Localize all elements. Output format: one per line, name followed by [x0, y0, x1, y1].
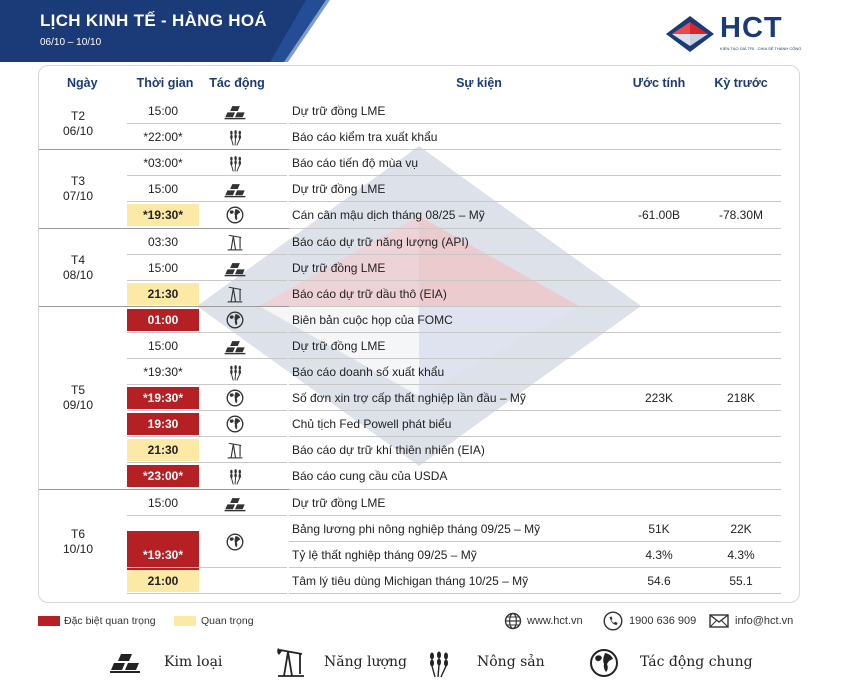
legend-important-label: Quan trọng — [201, 615, 254, 627]
day-date: 08/10 — [62, 267, 94, 282]
row-divider — [289, 384, 781, 385]
event-label: Số đơn xin trợ cấp thất nghiệp lần đầu – Mỹ — [292, 391, 526, 406]
time-cell: *19:30* — [127, 531, 199, 579]
globe-icon — [223, 533, 247, 551]
row-divider — [127, 358, 287, 359]
event-label: Dự trữ đồng LME — [292, 495, 386, 510]
phone-icon — [603, 611, 623, 631]
time-cell: 15:00 — [147, 260, 179, 275]
day-name: T4 — [70, 252, 85, 267]
row-divider — [127, 593, 287, 594]
row-divider — [289, 593, 781, 594]
day-name: T6 — [70, 526, 85, 541]
row-divider — [289, 228, 781, 229]
oil-pump-icon — [223, 441, 247, 459]
row-divider — [127, 515, 287, 516]
day-name: T2 — [70, 109, 85, 124]
page-title: LỊCH KINH TẾ - HÀNG HOÁ — [40, 11, 267, 30]
row-divider — [127, 175, 287, 176]
time-cell: 15:00 — [147, 182, 179, 197]
row-divider — [289, 489, 781, 490]
time-cell: *23:00* — [127, 465, 199, 487]
impact-legend-metal: Kim loại — [164, 654, 223, 670]
logo-tagline: KIẾN TẠO GIÁ TRỊ - CHIA SẺ THÀNH CÔNG — [720, 46, 802, 51]
header-banner — [0, 0, 330, 62]
forecast-value: 51K — [648, 521, 670, 536]
email-icon — [709, 614, 729, 628]
wheat-icon — [223, 467, 247, 485]
row-divider — [289, 123, 781, 124]
day-divider — [39, 306, 289, 307]
forecast-value: 4.3% — [645, 547, 673, 562]
time-cell: *19:30* — [127, 204, 199, 226]
event-label: Báo cáo dự trữ dầu thô (EIA) — [292, 286, 447, 301]
world-globe-icon — [589, 648, 619, 678]
previous-value: 4.3% — [727, 547, 755, 562]
phone-number[interactable]: 1900 636 909 — [629, 615, 697, 627]
metal-bars-icon — [223, 180, 247, 198]
row-divider — [289, 410, 781, 411]
row-divider — [127, 567, 287, 568]
row-divider — [127, 332, 287, 333]
row-divider — [127, 201, 287, 202]
event-label: Bảng lương phi nông nghiệp tháng 09/25 – Mỹ — [292, 521, 541, 536]
time-cell: *19:30* — [143, 365, 183, 380]
globe-icon — [223, 389, 247, 407]
day-divider — [39, 489, 289, 490]
impact-legend-global: Tác động chung — [640, 654, 753, 670]
time-cell: 15:00 — [147, 104, 179, 119]
day-divider — [39, 228, 289, 229]
event-label: Dự trữ đồng LME — [292, 260, 386, 275]
calendar-card — [38, 65, 800, 603]
row-divider — [289, 567, 781, 568]
col-header-event: Sự kiện — [456, 76, 502, 90]
time-cell: 21:30 — [127, 439, 199, 461]
col-header-impact: Tác động — [209, 76, 265, 90]
event-label: Biên bản cuộc họp của FOMC — [292, 312, 453, 327]
row-divider — [289, 541, 781, 542]
impact-legend-agri: Nông sản — [477, 654, 545, 670]
time-cell: 21:00 — [127, 570, 199, 592]
event-label: Chủ tịch Fed Powell phát biểu — [292, 417, 452, 432]
event-label: Báo cáo dự trữ khí thiên nhiên (EIA) — [292, 443, 485, 458]
metal-bars-icon — [223, 337, 247, 355]
event-label: Báo cáo cung cầu của USDA — [292, 469, 448, 484]
email-link[interactable]: info@hct.vn — [735, 615, 794, 627]
wheat-icon — [223, 154, 247, 172]
event-label: Báo cáo doanh số xuất khẩu — [292, 365, 445, 379]
row-divider — [289, 149, 781, 150]
time-cell: 15:00 — [147, 338, 179, 353]
col-header-time: Thời gian — [136, 76, 194, 90]
row-divider — [289, 306, 781, 307]
wheat-icon — [223, 128, 247, 146]
previous-value: -78.30M — [718, 208, 764, 223]
impact-legend-energy: Năng lượng — [324, 654, 407, 670]
time-cell: 21:30 — [127, 283, 199, 305]
website-link[interactable]: www.hct.vn — [527, 615, 583, 627]
row-divider — [289, 436, 781, 437]
logo-diamond-icon — [664, 14, 716, 54]
time-cell: 19:30 — [127, 413, 199, 435]
legend-critical-label: Đặc biệt quan trọng — [64, 615, 156, 627]
event-label: Báo cáo dự trữ năng lượng (API) — [292, 234, 469, 249]
day-date: 07/10 — [62, 189, 94, 204]
event-label: Tâm lý tiêu dùng Michigan tháng 10/25 – Mỹ — [292, 573, 529, 588]
row-divider — [289, 254, 781, 255]
oil-pump-icon — [223, 233, 247, 251]
previous-value: 55.1 — [729, 573, 753, 588]
globe-icon — [223, 415, 247, 433]
globe-icon — [504, 612, 522, 630]
row-divider — [127, 280, 287, 281]
legend-important-swatch — [174, 616, 196, 626]
event-label: Báo cáo tiến độ mùa vụ — [292, 156, 419, 171]
wheat-icon — [423, 648, 453, 678]
globe-icon — [223, 206, 247, 224]
day-divider — [39, 149, 289, 150]
event-label: Dự trữ đồng LME — [292, 104, 386, 118]
time-cell: 01:00 — [127, 309, 199, 331]
header-banner-shape — [0, 0, 330, 62]
day-name: T3 — [70, 174, 85, 189]
forecast-value: 223K — [644, 391, 674, 406]
globe-icon — [223, 311, 247, 329]
day-label — [39, 383, 117, 413]
row-divider — [127, 123, 287, 124]
previous-value: 218K — [726, 391, 756, 406]
oil-pump-icon — [223, 285, 247, 303]
event-label: Tỷ lệ thất nghiệp tháng 09/25 – Mỹ — [292, 547, 477, 562]
row-divider — [127, 254, 287, 255]
row-divider — [289, 332, 781, 333]
oil-pump-icon — [276, 646, 306, 678]
day-label — [39, 109, 117, 139]
date-range: 06/10 – 10/10 — [40, 37, 102, 48]
time-cell: *22:00* — [143, 130, 183, 145]
metal-bars-icon — [108, 648, 142, 674]
forecast-value: -61.00B — [637, 208, 681, 223]
row-divider — [127, 462, 287, 463]
event-label: Cán cân mậu dịch tháng 08/25 – Mỹ — [292, 208, 485, 223]
row-divider — [127, 436, 287, 437]
time-cell: 15:00 — [147, 495, 179, 510]
row-divider — [289, 201, 781, 202]
row-divider — [289, 462, 781, 463]
wheat-icon — [223, 363, 247, 381]
col-header-day: Ngày — [67, 76, 98, 90]
day-date: 10/10 — [62, 541, 94, 556]
col-header-forecast: Ước tính — [632, 76, 686, 90]
time-cell: 03:30 — [147, 234, 179, 249]
event-label: Dự trữ đồng LME — [292, 338, 386, 353]
day-label — [39, 527, 117, 557]
metal-bars-icon — [223, 494, 247, 512]
metal-bars-icon — [223, 259, 247, 277]
time-cell: *03:00* — [143, 156, 183, 171]
row-divider — [127, 410, 287, 411]
day-label — [39, 253, 117, 283]
previous-value: 22K — [730, 521, 752, 536]
forecast-value: 54.6 — [647, 573, 671, 588]
event-label: Báo cáo kiểm tra xuất khẩu — [292, 130, 438, 145]
metal-bars-icon — [223, 102, 247, 120]
row-divider — [289, 515, 781, 516]
logo-text: HCT — [720, 12, 783, 44]
legend-critical-swatch — [38, 616, 60, 626]
row-divider — [289, 280, 781, 281]
row-divider — [289, 358, 781, 359]
col-header-previous: Kỳ trước — [714, 76, 768, 90]
day-date: 09/10 — [62, 398, 94, 413]
day-label — [39, 174, 117, 204]
day-date: 06/10 — [62, 124, 94, 139]
row-divider — [289, 175, 781, 176]
time-cell: *19:30* — [127, 387, 199, 409]
event-label: Dự trữ đồng LME — [292, 182, 386, 197]
row-divider — [127, 384, 287, 385]
day-name: T5 — [70, 383, 85, 398]
hct-logo — [664, 14, 804, 58]
